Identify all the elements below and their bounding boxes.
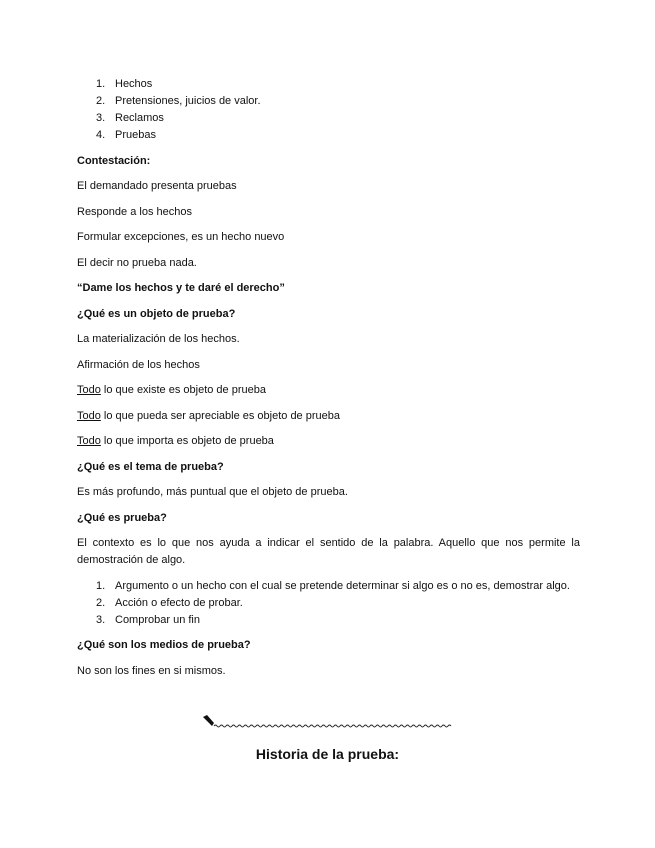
underlined-todo: Todo	[77, 384, 101, 396]
list-text: Comprobar un fin	[115, 613, 200, 626]
wavy-line	[214, 725, 451, 727]
paragraph-decir: El decir no prueba nada.	[77, 256, 197, 269]
contestacion-heading: Contestación:	[77, 154, 151, 167]
list-text: Argumento o un hecho con el cual se pretende determinar si algo es o no es, demostrar algo.	[115, 579, 570, 592]
list-text: Pretensiones, juicios de valor.	[115, 95, 261, 107]
paragraph-todo-existe	[77, 382, 580, 399]
underlined-todo: Todo	[77, 435, 101, 447]
history-heading: Historia de la prueba:	[255, 746, 400, 762]
question-medios: ¿Qué son los medios de prueba?	[77, 639, 251, 651]
list-item	[77, 127, 580, 144]
list-number: 2.	[96, 596, 106, 609]
decorative-divider	[200, 713, 458, 733]
paragraph-contexto: El contexto es lo que nos ayuda a indicar el sentido de la palabra. Aquello que nos permite la demostración de algo.	[77, 537, 580, 566]
list-item	[77, 93, 580, 110]
underlined-todo: Todo	[77, 409, 101, 422]
paragraph-responde: Responde a los hechos	[77, 205, 192, 218]
paragraph-fines: No son los fines en si mismos.	[77, 664, 226, 677]
list-item	[77, 612, 580, 629]
paragraph-text: lo que pueda ser apreciable es objeto de prueba	[100, 409, 340, 422]
paragraph-tema: Es más profundo, más puntual que el objeto de prueba.	[77, 486, 348, 498]
list-text: Acción o efecto de probar.	[115, 596, 243, 609]
numbered-list-parts	[77, 76, 580, 144]
list-text: Pruebas	[115, 129, 156, 141]
list-item	[77, 595, 580, 612]
paragraph-text: lo que importa es objeto de prueba	[100, 435, 274, 447]
question-prueba: ¿Qué es prueba?	[77, 511, 167, 524]
paragraph-afirmacion: Afirmación de los hechos	[77, 358, 200, 371]
list-item	[77, 110, 580, 127]
list-number: 1.	[96, 579, 106, 592]
paragraph-todo-importa	[77, 433, 580, 450]
pen-nib-icon	[203, 715, 214, 726]
question-tema: ¿Qué es el tema de prueba?	[77, 460, 224, 473]
list-number: 3.	[96, 112, 106, 124]
list-text: Reclamos	[115, 112, 164, 124]
paragraph-text: lo que existe es objeto de prueba	[100, 384, 266, 396]
paragraph-materializacion: La materialización de los hechos.	[77, 333, 240, 345]
list-number: 2.	[96, 95, 106, 107]
list-number: 3.	[96, 613, 106, 626]
paragraph-todo-apreciable	[77, 408, 580, 425]
question-objeto: ¿Qué es un objeto de prueba?	[77, 307, 236, 320]
numbered-list-prueba	[77, 578, 580, 629]
list-item	[77, 578, 580, 595]
paragraph-formular: Formular excepciones, es un hecho nuevo	[77, 231, 285, 243]
document-body	[77, 76, 580, 680]
paragraph-demandado: El demandado presenta pruebas	[77, 180, 237, 192]
quote-heading: “Dame los hechos y te daré el derecho”	[77, 282, 285, 294]
list-text: Hechos	[115, 78, 153, 90]
list-number: 4.	[96, 129, 106, 141]
list-item	[77, 76, 580, 93]
list-number: 1.	[96, 78, 106, 90]
